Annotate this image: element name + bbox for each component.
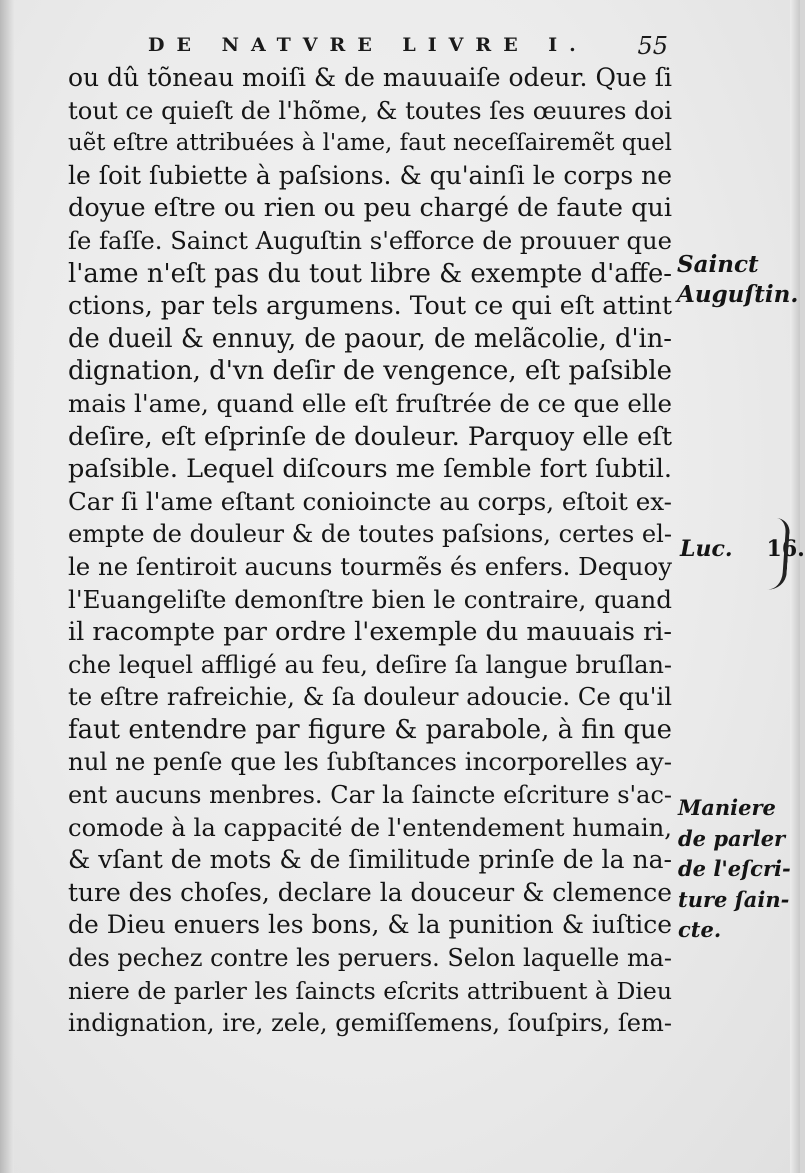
- page-number: 55: [637, 32, 668, 60]
- text-line: l'ame n'eſt pas du tout libre & exempte d'affe-: [68, 258, 672, 289]
- page-edge-right: [790, 0, 800, 1173]
- text-line: ou dû tõneau moiſi & de mauuaiſe odeur. Que ſi: [68, 63, 672, 92]
- text-line: le ne ſentiroit aucuns tourmẽs és enfers. Dequoy: [68, 551, 672, 581]
- margin-note-line: cte.: [678, 917, 722, 942]
- text-line: empte de douleur & de toutes paſsions, certes el-: [68, 520, 672, 549]
- text-line: ſe faſſe. Sainct Auguſtin s'efforce de prouuer que: [68, 225, 672, 255]
- page-gutter-left: [0, 0, 14, 1173]
- text-line: te eſtre rafreichie, & ſa douleur adoucie. Ce qu'il: [68, 682, 672, 712]
- body-text: [68, 62, 672, 1040]
- text-line: ctions, par tels argumens. Tout ce qui eſt attint: [68, 291, 672, 321]
- text-line: le ſoit ſubiette à paſsions. & qu'ainſi le corps ne: [68, 160, 672, 190]
- text-line: deſire, eſt eſprinſe de douleur. Parquoy elle eſt: [68, 421, 672, 452]
- margin-note-chapter: 16.: [766, 536, 805, 562]
- text-line: l'Euangeliſte demonſtre bien le contraire, quand: [68, 584, 672, 614]
- margin-note-book: Luc.: [680, 536, 733, 562]
- running-title: DE NATVRE LIVRE I.: [148, 34, 588, 56]
- text-line: ent aucuns menbres. Car la ſaincte eſcriture s'ac-: [68, 781, 672, 810]
- text-line: nul ne penſe que les ſubſtances incorporelles ay-: [68, 747, 672, 777]
- text-line: de dueil & ennuy, de paour, de melãcolie, d'in-: [68, 323, 672, 354]
- text-line: mais l'ame, quand elle eſt fruſtrée de ce que elle: [68, 388, 672, 418]
- text-line: & vſant de mots & de ſimilitude prinſe de la na-: [68, 845, 672, 875]
- margin-note-line: de parler: [678, 825, 786, 851]
- running-head: [148, 34, 668, 64]
- text-line: des pechez contre les peruers. Selon laquelle ma-: [68, 944, 672, 973]
- text-line: comode à la cappacité de l'entendement humain,: [68, 812, 672, 842]
- text-line: dignation, d'vn deſir de vengence, eſt paſsible: [68, 356, 672, 387]
- text-line: che lequel affligé au feu, deſire ſa langue bruſlan-: [68, 650, 672, 679]
- text-line: il racompte par ordre l'exemple du mauuais ri-: [68, 617, 672, 648]
- text-line: tout ce quieſt de l'hõme, & toutes ſes œuures doi: [68, 95, 672, 125]
- text-line: uẽt eſtre attribuées à l'ame, faut neceſſairemẽt quel: [68, 130, 672, 157]
- text-line: doyue eſtre ou rien ou peu chargé de faute qui: [68, 193, 672, 224]
- text-line: Car ſi l'ame eſtant conioincte au corps, eſtoit ex-: [68, 486, 672, 516]
- text-line: de Dieu enuers les bons, & la punition & iuſtice: [68, 910, 672, 940]
- margin-note-line: ture ſain-: [678, 886, 790, 912]
- text-line: paſsible. Lequel diſcours me ſemble fort ſubtil.: [68, 454, 672, 485]
- text-line: indignation, ire, zele, gemiſſemens, ſouſpirs, ſem-: [68, 1009, 672, 1038]
- handwritten-bracket-mark: [764, 517, 791, 590]
- margin-note-line: Auguſtin.: [677, 281, 799, 308]
- text-line: faut entendre par figure & parabole, à fin que: [68, 714, 672, 745]
- margin-note-augustin: [677, 250, 798, 310]
- text-line: ture des choſes, declare la douceur & clemence: [68, 877, 672, 907]
- text-line: niere de parler les ſaincts eſcrits attribuent à Dieu: [68, 976, 672, 1005]
- margin-note-line: Sainct: [677, 251, 759, 278]
- margin-note-line: Maniere: [678, 795, 776, 820]
- margin-note-line: de l'eſcri-: [678, 856, 791, 881]
- margin-note-maniere: [678, 793, 791, 946]
